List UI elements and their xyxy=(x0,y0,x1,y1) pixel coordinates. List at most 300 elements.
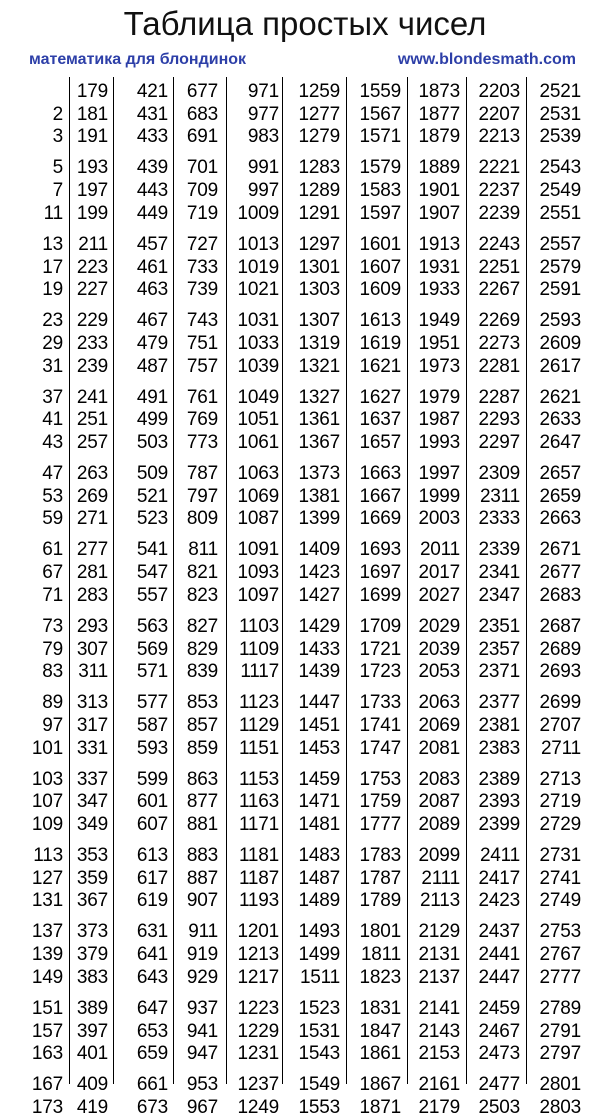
prime-number-cell: 43 xyxy=(42,432,63,453)
prime-number-cell: 397 xyxy=(76,1020,108,1042)
prime-number-cell: 757 xyxy=(186,355,218,377)
prime-number-cell: 1583 xyxy=(359,180,401,202)
prime-number-cell: 1709 xyxy=(359,615,401,637)
prime-number-cell: 193 xyxy=(76,157,108,179)
prime-number-cell: 641 xyxy=(136,944,168,966)
prime-number-cell: 2621 xyxy=(539,386,581,408)
prime-number-cell: 2341 xyxy=(478,562,520,584)
prime-number-cell: 991 xyxy=(247,157,279,179)
prime-number-cell: 1871 xyxy=(359,1096,401,1118)
prime-number-cell: 61 xyxy=(42,539,63,561)
prime-number-cell: 2531 xyxy=(539,103,581,125)
prime-number-cell: 521 xyxy=(136,485,168,507)
prime-number-cell: 1033 xyxy=(237,332,279,354)
prime-number-cell: 829 xyxy=(186,638,218,660)
prime-number-cell: 433 xyxy=(136,126,168,148)
prime-number-cell: 2179 xyxy=(418,1096,460,1118)
prime-number-cell: 2593 xyxy=(539,310,581,332)
prime-number-cell: 1613 xyxy=(359,310,401,332)
prime-number-cell: 1069 xyxy=(237,485,279,507)
prime-number-cell: 149 xyxy=(31,966,63,988)
prime-number-cell: 1459 xyxy=(298,768,340,790)
prime-number-cell: 487 xyxy=(136,355,168,377)
prime-number-cell: 2377 xyxy=(478,692,520,714)
prime-number-cell: 1789 xyxy=(359,890,401,912)
prime-number-cell: 1873 xyxy=(418,81,460,102)
prime-number-cell: 1327 xyxy=(298,386,340,408)
prime-number-cell: 1721 xyxy=(359,638,401,660)
prime-number-cell: 557 xyxy=(136,584,168,606)
prime-number-cell: 1601 xyxy=(359,233,401,255)
prime-number-cell: 2053 xyxy=(418,661,460,683)
prime-number-cell: 2287 xyxy=(478,386,520,408)
prime-number-cell: 1297 xyxy=(298,233,340,255)
prime-number-cell: 659 xyxy=(136,1043,168,1065)
prime-number-cell: 997 xyxy=(247,180,279,202)
prime-number-cell: 2749 xyxy=(539,890,581,912)
prime-number-cell: 2707 xyxy=(539,714,581,736)
prime-number-cell: 1303 xyxy=(298,279,340,301)
prime-number-cell: 563 xyxy=(136,615,168,637)
prime-number-cell: 1423 xyxy=(298,562,340,584)
prime-number-cell: 383 xyxy=(76,966,108,988)
prime-number-cell: 349 xyxy=(76,814,108,835)
prime-number-cell: 937 xyxy=(186,997,218,1019)
prime-number-cell: 853 xyxy=(186,692,218,714)
prime-number-cell: 13 xyxy=(42,233,63,255)
prime-number-cell: 2251 xyxy=(478,256,520,278)
prime-number-cell: 1801 xyxy=(359,921,401,943)
prime-number-cell: 211 xyxy=(78,233,108,255)
prime-number-cell: 2797 xyxy=(539,1043,581,1065)
prime-number-cell: 2423 xyxy=(478,890,520,912)
prime-number-cell: 1409 xyxy=(298,539,340,561)
prime-number-cell: 2237 xyxy=(478,180,520,202)
subtitle-site-name: математика для блондинок xyxy=(29,51,247,68)
prime-number-cell: 863 xyxy=(186,768,218,790)
prime-number-cell: 1049 xyxy=(237,386,279,408)
prime-number-cell: 467 xyxy=(136,310,168,332)
prime-number-cell: 2791 xyxy=(539,1020,581,1042)
prime-number-cell: 2333 xyxy=(478,508,520,530)
prime-number-cell: 1549 xyxy=(298,1074,340,1096)
prime-number-cell: 2729 xyxy=(539,814,581,835)
prime-number-cell: 419 xyxy=(76,1096,108,1118)
prime-number-cell: 1831 xyxy=(359,997,401,1019)
prime-number-cell: 53 xyxy=(42,485,63,507)
prime-number-cell: 31 xyxy=(42,355,63,377)
prime-number-cell: 1759 xyxy=(359,791,401,813)
prime-number-cell: 79 xyxy=(42,638,63,660)
prime-number-cell: 929 xyxy=(186,966,218,988)
prime-number-cell: 1307 xyxy=(298,310,340,332)
prime-number-cell: 457 xyxy=(136,233,168,255)
prime-number-cell: 1451 xyxy=(298,714,340,736)
prime-number-cell: 479 xyxy=(136,332,168,354)
prime-number-cell: 1493 xyxy=(298,921,340,943)
prime-number-cell: 1109 xyxy=(238,638,279,660)
prime-number-cell: 1531 xyxy=(298,1020,340,1042)
prime-number-cell: 1151 xyxy=(238,737,279,759)
prime-number-cell: 23 xyxy=(42,310,63,332)
prime-number-cell: 2297 xyxy=(478,432,520,453)
prime-number-cell: 2027 xyxy=(418,584,460,606)
prime-number-cell: 1039 xyxy=(237,355,279,377)
prime-number-cell: 1741 xyxy=(359,714,401,736)
prime-number-cell: 1009 xyxy=(237,202,279,224)
prime-number-cell: 41 xyxy=(42,409,63,431)
prime-number-cell: 47 xyxy=(42,463,63,484)
prime-number-cell: 431 xyxy=(136,103,168,125)
prime-number-cell: 1997 xyxy=(418,463,460,484)
prime-number-cell: 2089 xyxy=(418,814,460,835)
prime-number-cell: 2069 xyxy=(418,714,460,736)
prime-number-cell: 2131 xyxy=(418,944,460,966)
prime-number-cell: 263 xyxy=(76,463,108,484)
prime-number-cell: 269 xyxy=(76,485,108,507)
prime-number-cell: 1879 xyxy=(418,126,460,148)
prime-number-cell: 241 xyxy=(76,386,108,408)
prime-number-cell: 1361 xyxy=(298,409,340,431)
prime-number-cell: 881 xyxy=(186,814,218,835)
prime-number-cell: 443 xyxy=(136,180,168,202)
prime-number-cell: 277 xyxy=(76,539,108,561)
prime-number-cell: 229 xyxy=(76,310,108,332)
prime-number-cell: 1999 xyxy=(418,485,460,507)
prime-number-cell: 2393 xyxy=(478,791,520,813)
prime-number-cell: 2741 xyxy=(539,867,581,889)
prime-number-cell: 2339 xyxy=(478,539,520,561)
prime-number-cell: 2161 xyxy=(418,1074,460,1096)
prime-number-cell: 11 xyxy=(43,202,63,224)
prime-number-cell: 1129 xyxy=(238,714,279,736)
prime-number-cell: 1699 xyxy=(359,584,401,606)
prime-number-cell: 1217 xyxy=(237,966,279,988)
prime-number-cell: 827 xyxy=(186,615,218,637)
prime-number-cell: 1811 xyxy=(360,944,401,966)
prime-number-cell: 2663 xyxy=(539,508,581,530)
prime-number-cell: 971 xyxy=(247,81,279,102)
prime-number-cell: 1429 xyxy=(298,615,340,637)
prime-number-cell: 1019 xyxy=(237,256,279,278)
prime-number-cell: 2689 xyxy=(539,638,581,660)
prime-number-cell: 2687 xyxy=(539,615,581,637)
prime-number-cell: 1427 xyxy=(298,584,340,606)
prime-number-cell: 2713 xyxy=(539,768,581,790)
prime-number-cell: 389 xyxy=(76,997,108,1019)
prime-number-cell: 151 xyxy=(31,997,63,1019)
prime-number-cell: 1697 xyxy=(359,562,401,584)
prime-number-cell: 571 xyxy=(136,661,168,683)
prime-number-cell: 2467 xyxy=(478,1020,520,1042)
prime-number-cell: 71 xyxy=(42,584,63,606)
prime-number-cell: 647 xyxy=(136,997,168,1019)
prime-number-cell: 421 xyxy=(136,81,168,102)
prime-number-cell: 2441 xyxy=(478,944,520,966)
prime-number-cell: 1367 xyxy=(298,432,340,453)
prime-number-cell: 239 xyxy=(76,355,108,377)
prime-number-cell: 29 xyxy=(42,332,63,354)
prime-number-cell: 2731 xyxy=(539,845,581,866)
prime-number-cell: 761 xyxy=(186,386,218,408)
prime-number-cell: 1619 xyxy=(359,332,401,354)
prime-number-cell: 1627 xyxy=(359,386,401,408)
page-title: Таблица простых чисел xyxy=(123,5,487,42)
prime-number-cell: 1279 xyxy=(298,126,340,148)
prime-number-cell: 839 xyxy=(186,661,218,683)
prime-number-cell: 311 xyxy=(78,661,108,683)
prime-number-cell: 293 xyxy=(76,615,108,637)
prime-number-cell: 523 xyxy=(136,508,168,530)
prime-number-cell: 607 xyxy=(136,814,168,835)
prime-number-cell: 1091 xyxy=(237,539,279,561)
prime-number-cell: 67 xyxy=(42,562,63,584)
prime-number-cell: 1597 xyxy=(359,202,401,224)
prime-number-cell: 2143 xyxy=(418,1020,460,1042)
prime-number-cell: 1259 xyxy=(298,81,340,102)
prime-number-cell: 2609 xyxy=(539,332,581,354)
prime-number-cell: 137 xyxy=(31,921,63,943)
prime-number-cell: 2141 xyxy=(418,997,460,1019)
prime-number-cell: 503 xyxy=(136,432,168,453)
prime-number-cell: 2789 xyxy=(539,997,581,1019)
prime-number-cell: 1979 xyxy=(418,386,460,408)
prime-number-cell: 2273 xyxy=(478,332,520,354)
prime-number-cell: 1907 xyxy=(418,202,460,224)
prime-number-cell: 1723 xyxy=(359,661,401,683)
prime-number-cell: 701 xyxy=(186,157,218,179)
prime-number-cell: 59 xyxy=(42,508,63,530)
prime-number-cell: 2389 xyxy=(478,768,520,790)
prime-number-cell: 1747 xyxy=(359,737,401,759)
prime-number-cell: 97 xyxy=(42,714,63,736)
prime-number-cell: 1669 xyxy=(359,508,401,530)
prime-number-cell: 2699 xyxy=(539,692,581,714)
prime-number-cell: 2521 xyxy=(539,81,581,102)
prime-number-cell: 2719 xyxy=(539,791,581,813)
prime-number-cell: 599 xyxy=(136,768,168,790)
prime-number-cell: 947 xyxy=(186,1043,218,1065)
prime-number-cell: 919 xyxy=(186,944,218,966)
prime-number-cell: 1153 xyxy=(238,768,279,790)
prime-number-cell: 2683 xyxy=(539,584,581,606)
prime-number-cell: 2777 xyxy=(539,966,581,988)
prime-number-cell: 337 xyxy=(76,768,108,790)
prime-number-cell: 887 xyxy=(186,867,218,889)
prime-number-cell: 1523 xyxy=(298,997,340,1019)
prime-number-cell: 1579 xyxy=(359,157,401,179)
prime-number-cell: 773 xyxy=(186,432,218,453)
prime-number-cell: 2083 xyxy=(418,768,460,790)
prime-number-cell: 2459 xyxy=(478,997,520,1019)
prime-number-cell: 1301 xyxy=(298,256,340,278)
prime-number-cell: 2803 xyxy=(539,1096,581,1118)
prime-number-cell: 197 xyxy=(76,180,108,202)
prime-number-cell: 1093 xyxy=(237,562,279,584)
column-divider xyxy=(466,77,467,1084)
prime-number-cell: 2221 xyxy=(478,157,520,179)
prime-number-cell: 113 xyxy=(33,845,63,866)
prime-number-cell: 2693 xyxy=(539,661,581,683)
prime-number-cell: 2311 xyxy=(479,485,520,507)
prime-number-cell: 127 xyxy=(31,867,63,889)
prime-number-cell: 877 xyxy=(186,791,218,813)
prime-number-cell: 1373 xyxy=(298,463,340,484)
prime-number-cell: 2801 xyxy=(539,1074,581,1096)
prime-number-cell: 2129 xyxy=(418,921,460,943)
prime-number-cell: 2647 xyxy=(539,432,581,453)
prime-number-cell: 2207 xyxy=(478,103,520,125)
prime-number-cell: 2579 xyxy=(539,256,581,278)
prime-number-cell: 179 xyxy=(76,81,108,102)
prime-number-cell: 2711 xyxy=(540,737,581,759)
prime-number-cell: 1693 xyxy=(359,539,401,561)
prime-number-cell: 2153 xyxy=(418,1043,460,1065)
prime-number-cell: 2063 xyxy=(418,692,460,714)
prime-number-cell: 2039 xyxy=(418,638,460,660)
prime-number-cell: 139 xyxy=(31,944,63,966)
prime-number-cell: 587 xyxy=(136,714,168,736)
prime-number-cell: 1607 xyxy=(359,256,401,278)
prime-number-cell: 569 xyxy=(136,638,168,660)
prime-number-cell: 907 xyxy=(186,890,218,912)
prime-number-cell: 661 xyxy=(136,1074,168,1096)
prime-number-cell: 1621 xyxy=(359,355,401,377)
prime-number-cell: 2213 xyxy=(478,126,520,148)
prime-number-cell: 883 xyxy=(186,845,218,866)
prime-number-cell: 983 xyxy=(247,126,279,148)
column-divider xyxy=(226,77,227,1084)
column-divider xyxy=(346,77,347,1084)
prime-number-cell: 2657 xyxy=(539,463,581,484)
prime-number-cell: 787 xyxy=(186,463,218,484)
prime-number-cell: 103 xyxy=(31,768,63,790)
prime-number-cell: 1559 xyxy=(359,81,401,102)
prime-number-cell: 163 xyxy=(31,1043,63,1065)
prime-number-cell: 173 xyxy=(31,1096,63,1118)
prime-number-cell: 821 xyxy=(186,562,218,584)
prime-number-cell: 199 xyxy=(76,202,108,224)
prime-number-cell: 271 xyxy=(76,508,108,530)
prime-number-cell: 2539 xyxy=(539,126,581,148)
prime-number-cell: 541 xyxy=(136,539,168,561)
prime-number-cell: 449 xyxy=(136,202,168,224)
prime-number-cell: 1867 xyxy=(359,1074,401,1096)
prime-number-cell: 1187 xyxy=(238,867,279,889)
prime-number-cell: 2269 xyxy=(478,310,520,332)
prime-number-cell: 1949 xyxy=(418,310,460,332)
prime-number-cell: 1433 xyxy=(298,638,340,660)
prime-number-cell: 1277 xyxy=(298,103,340,125)
column-divider xyxy=(526,77,527,1084)
prime-number-cell: 1321 xyxy=(298,355,340,377)
prime-number-cell: 3 xyxy=(52,126,63,148)
prime-number-cell: 2473 xyxy=(478,1043,520,1065)
prime-number-cell: 617 xyxy=(136,867,168,889)
prime-number-cell: 2017 xyxy=(418,562,460,584)
prime-number-cell: 181 xyxy=(76,103,108,125)
prime-number-cell: 1399 xyxy=(298,508,340,530)
prime-number-cell: 2411 xyxy=(479,845,520,866)
prime-number-cell: 1123 xyxy=(238,692,279,714)
prime-number-cell: 491 xyxy=(136,386,168,408)
prime-number-cell: 769 xyxy=(186,409,218,431)
prime-number-cell: 5 xyxy=(52,157,63,179)
prime-number-cell: 331 xyxy=(76,737,108,759)
prime-number-cell: 953 xyxy=(186,1074,218,1096)
prime-number-cell: 1511 xyxy=(299,966,340,988)
prime-number-cell: 967 xyxy=(186,1096,218,1118)
prime-number-cell: 823 xyxy=(186,584,218,606)
prime-number-cell: 2549 xyxy=(539,180,581,202)
prime-number-cell: 227 xyxy=(76,279,108,301)
prime-number-cell: 89 xyxy=(42,692,63,714)
prime-number-cell: 751 xyxy=(186,332,218,354)
prime-number-cell: 1553 xyxy=(298,1096,340,1118)
prime-number-cell: 677 xyxy=(186,81,218,102)
prime-number-cell: 719 xyxy=(186,202,218,224)
prime-number-cell: 2293 xyxy=(478,409,520,431)
prime-number-cell: 2243 xyxy=(478,233,520,255)
prime-number-cell: 1229 xyxy=(237,1020,279,1042)
prime-number-cell: 1021 xyxy=(237,279,279,301)
prime-number-cell: 1499 xyxy=(298,944,340,966)
prime-number-cell: 859 xyxy=(186,737,218,759)
subtitle-website-url[interactable]: www.blondesmath.com xyxy=(397,51,576,68)
prime-number-cell: 373 xyxy=(76,921,108,943)
prime-number-cell: 101 xyxy=(31,737,63,759)
prime-number-cell: 2357 xyxy=(478,638,520,660)
prime-number-cell: 673 xyxy=(136,1096,168,1118)
prime-number-cell: 157 xyxy=(31,1020,63,1042)
prime-number-cell: 809 xyxy=(186,508,218,530)
prime-number-cell: 619 xyxy=(136,890,168,912)
prime-number-cell: 1447 xyxy=(298,692,340,714)
prime-number-cell: 1567 xyxy=(359,103,401,125)
prime-number-cell: 1097 xyxy=(237,584,279,606)
prime-number-cell: 1543 xyxy=(298,1043,340,1065)
prime-number-cell: 2081 xyxy=(418,737,460,759)
prime-number-cell: 1117 xyxy=(240,661,279,683)
prime-number-cell: 1087 xyxy=(237,508,279,530)
prime-number-cell: 2029 xyxy=(418,615,460,637)
prime-number-cell: 601 xyxy=(136,791,168,813)
prime-number-cell: 1013 xyxy=(237,233,279,255)
prime-number-cell: 941 xyxy=(186,1020,218,1042)
prime-number-cell: 131 xyxy=(31,890,63,912)
prime-number-cell: 109 xyxy=(31,814,63,835)
prime-number-cell: 2309 xyxy=(478,463,520,484)
prime-number-cell: 643 xyxy=(136,966,168,988)
prime-number-cell: 1103 xyxy=(238,615,279,637)
prime-number-cell: 379 xyxy=(76,944,108,966)
prime-number-cell: 1213 xyxy=(237,944,279,966)
prime-number-cell: 1223 xyxy=(237,997,279,1019)
prime-number-cell: 2087 xyxy=(418,791,460,813)
prime-number-cell: 2011 xyxy=(419,539,460,561)
prime-number-cell: 1847 xyxy=(359,1020,401,1042)
prime-number-cell: 107 xyxy=(31,791,63,813)
prime-number-cell: 911 xyxy=(188,921,218,943)
prime-number-cell: 2381 xyxy=(478,714,520,736)
prime-number-cell: 347 xyxy=(76,791,108,813)
prime-number-cell: 593 xyxy=(136,737,168,759)
prime-number-cell: 1753 xyxy=(359,768,401,790)
prime-number-cell: 1471 xyxy=(298,791,340,813)
prime-number-cell: 2671 xyxy=(539,539,581,561)
prime-number-cell: 653 xyxy=(136,1020,168,1042)
prime-number-cell: 1933 xyxy=(418,279,460,301)
